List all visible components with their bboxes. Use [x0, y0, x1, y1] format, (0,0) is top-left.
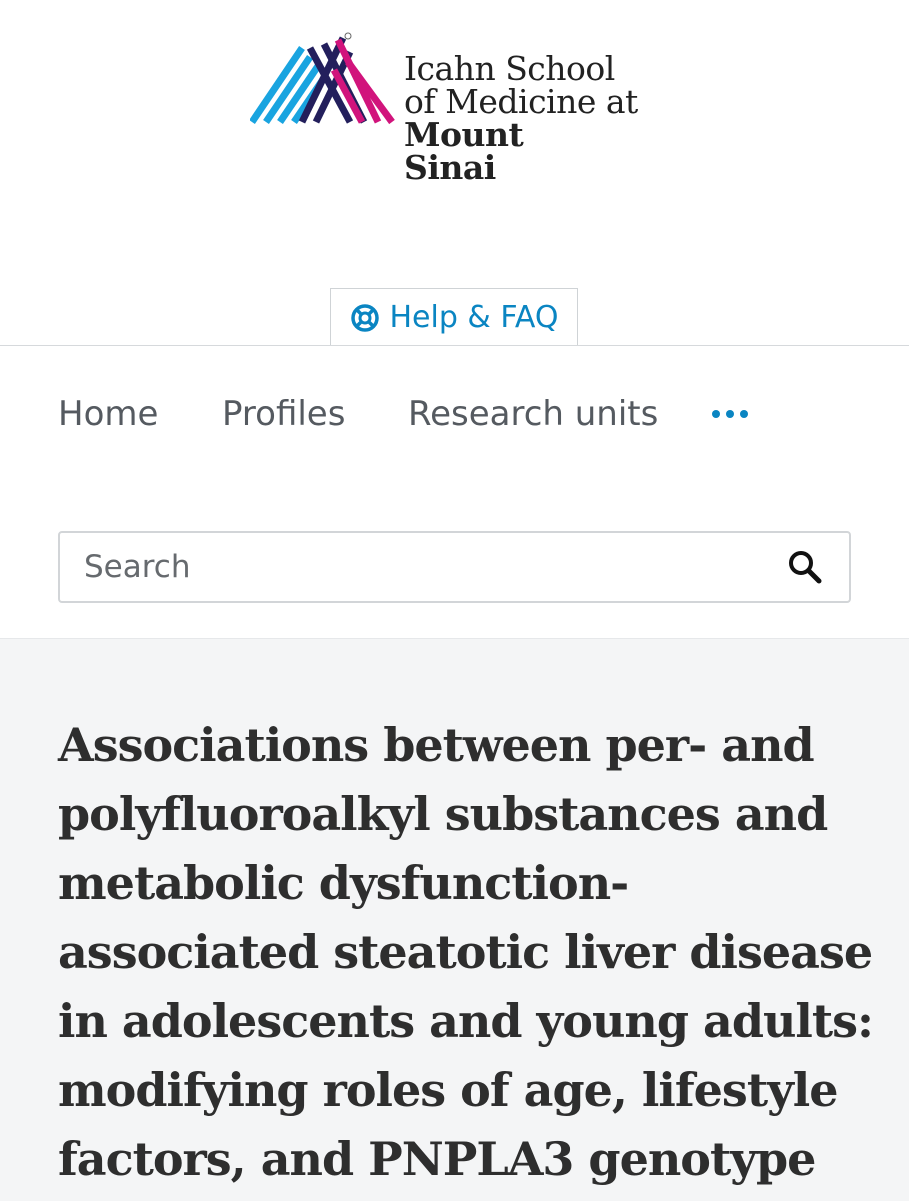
ellipsis-icon[interactable]	[712, 410, 748, 418]
site-logo[interactable]	[250, 30, 690, 210]
logo-wordmark	[404, 49, 638, 187]
nav-item-profiles[interactable]: Profiles	[222, 394, 346, 434]
search-box	[58, 531, 851, 603]
logo-line-3: Mount	[404, 115, 524, 154]
logo-line-1: Icahn School	[404, 49, 615, 88]
search-button[interactable]	[785, 547, 825, 587]
logo-mark-icon	[250, 30, 400, 130]
help-faq-tab[interactable]	[330, 288, 578, 346]
title-line: metabolic dysfunction-	[58, 856, 629, 910]
search-input[interactable]	[60, 533, 770, 601]
help-faq-label: Help & FAQ	[389, 300, 559, 335]
title-line: Associations between per- and	[58, 718, 814, 772]
main-nav	[0, 346, 909, 496]
nav-item-research-units[interactable]: Research units	[408, 394, 659, 434]
title-line: polyfluoroalkyl substances and	[58, 787, 828, 841]
nav-item-home[interactable]: Home	[58, 394, 159, 434]
publication-content	[0, 638, 909, 1201]
logo-line-2: of Medicine at	[404, 82, 638, 121]
title-line: factors, and PNPLA3 genotype	[58, 1132, 816, 1186]
ellipsis-dot	[712, 410, 720, 418]
title-line: modifying roles of age, lifestyle	[58, 1063, 838, 1117]
search-icon	[785, 547, 825, 587]
site-header	[0, 0, 909, 346]
publication-title	[58, 711, 874, 1194]
title-line: in adolescents and young adults:	[58, 994, 874, 1048]
lifebuoy-icon	[350, 303, 380, 333]
logo-line-4: Sinai	[404, 148, 496, 187]
title-line: associated steatotic liver disease	[58, 925, 873, 979]
ellipsis-dot	[740, 410, 748, 418]
ellipsis-dot	[726, 410, 734, 418]
